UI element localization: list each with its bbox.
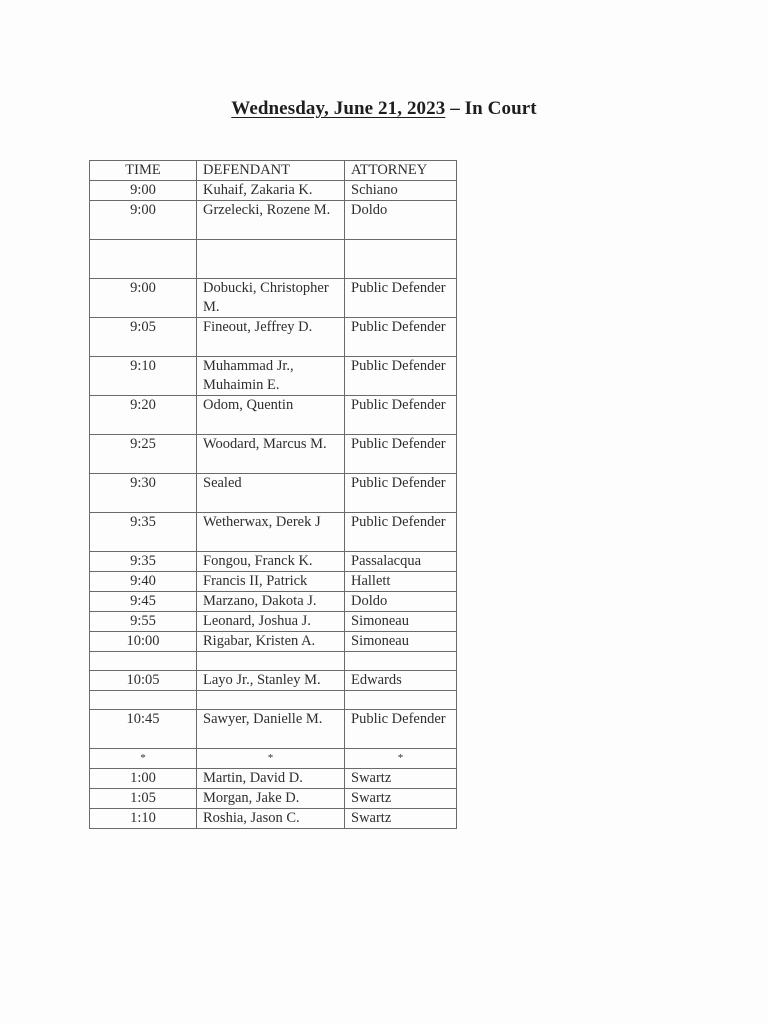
cell-defendant: Odom, Quentin — [197, 396, 345, 435]
cell-attorney: Doldo — [345, 201, 457, 240]
cell-defendant: Rigabar, Kristen A. — [197, 632, 345, 652]
table-row — [90, 809, 457, 829]
cell-attorney: Simoneau — [345, 632, 457, 652]
cell-defendant — [197, 691, 345, 710]
cell-time: 9:20 — [90, 396, 197, 435]
cell-defendant: Sealed — [197, 474, 345, 513]
table-row-separator — [90, 749, 457, 769]
cell-defendant: Marzano, Dakota J. — [197, 592, 345, 612]
cell-defendant: Grzelecki, Rozene M. — [197, 201, 345, 240]
cell-attorney: Swartz — [345, 809, 457, 829]
cell-defendant: Muhammad Jr., Muhaimin E. — [197, 357, 345, 396]
cell-defendant: Wetherwax, Derek J — [197, 513, 345, 552]
cell-attorney: Schiano — [345, 181, 457, 201]
table-row — [90, 632, 457, 652]
table-row — [90, 318, 457, 357]
table-row — [90, 357, 457, 396]
table-row-blank — [90, 691, 457, 710]
table-row — [90, 789, 457, 809]
cell-defendant: * — [197, 749, 345, 769]
cell-time — [90, 691, 197, 710]
cell-attorney: Public Defender — [345, 318, 457, 357]
cell-attorney: Public Defender — [345, 396, 457, 435]
schedule-table — [89, 160, 457, 829]
cell-attorney: Swartz — [345, 789, 457, 809]
cell-attorney: Public Defender — [345, 513, 457, 552]
cell-attorney: Public Defender — [345, 357, 457, 396]
cell-attorney: * — [345, 749, 457, 769]
cell-time: 9:55 — [90, 612, 197, 632]
table-row — [90, 671, 457, 691]
cell-time: 9:25 — [90, 435, 197, 474]
cell-defendant: Roshia, Jason C. — [197, 809, 345, 829]
header-time: TIME — [90, 161, 197, 181]
table-row — [90, 435, 457, 474]
cell-defendant: Morgan, Jake D. — [197, 789, 345, 809]
cell-defendant: Fineout, Jeffrey D. — [197, 318, 345, 357]
header-defendant: DEFENDANT — [197, 161, 345, 181]
cell-time: 9:45 — [90, 592, 197, 612]
cell-defendant: Woodard, Marcus M. — [197, 435, 345, 474]
cell-time: 1:05 — [90, 789, 197, 809]
table-row — [90, 181, 457, 201]
cell-attorney: Edwards — [345, 671, 457, 691]
cell-defendant: Layo Jr., Stanley M. — [197, 671, 345, 691]
table-row — [90, 474, 457, 513]
title-suffix: – In Court — [445, 98, 537, 119]
cell-time: 9:05 — [90, 318, 197, 357]
table-row — [90, 612, 457, 632]
table-row — [90, 552, 457, 572]
cell-time: 9:10 — [90, 357, 197, 396]
cell-time: 10:05 — [90, 671, 197, 691]
page-title — [0, 98, 768, 120]
cell-attorney: Swartz — [345, 769, 457, 789]
cell-attorney: Simoneau — [345, 612, 457, 632]
cell-defendant: Francis II, Patrick — [197, 572, 345, 592]
cell-time: 9:30 — [90, 474, 197, 513]
cell-defendant — [197, 240, 345, 279]
cell-time: 9:00 — [90, 201, 197, 240]
table-row — [90, 710, 457, 749]
cell-defendant: Dobucki, Christopher M. — [197, 279, 345, 318]
cell-defendant: Fongou, Franck K. — [197, 552, 345, 572]
cell-attorney — [345, 240, 457, 279]
cell-time: * — [90, 749, 197, 769]
table-row — [90, 513, 457, 552]
cell-time: 1:10 — [90, 809, 197, 829]
cell-attorney: Passalacqua — [345, 552, 457, 572]
cell-time: 10:45 — [90, 710, 197, 749]
cell-time: 10:00 — [90, 632, 197, 652]
table-header-row — [90, 161, 457, 181]
table-row — [90, 396, 457, 435]
cell-attorney: Public Defender — [345, 710, 457, 749]
cell-attorney — [345, 652, 457, 671]
table-row-blank — [90, 240, 457, 279]
cell-time: 9:40 — [90, 572, 197, 592]
title-date: Wednesday, June 21, 2023 — [231, 98, 446, 119]
cell-attorney: Hallett — [345, 572, 457, 592]
cell-defendant: Martin, David D. — [197, 769, 345, 789]
cell-attorney: Public Defender — [345, 435, 457, 474]
cell-time: 1:00 — [90, 769, 197, 789]
cell-time: 9:00 — [90, 279, 197, 318]
cell-attorney — [345, 691, 457, 710]
cell-time — [90, 652, 197, 671]
cell-time — [90, 240, 197, 279]
table-row-blank — [90, 652, 457, 671]
table-row — [90, 572, 457, 592]
cell-attorney: Public Defender — [345, 474, 457, 513]
cell-defendant: Leonard, Joshua J. — [197, 612, 345, 632]
cell-defendant — [197, 652, 345, 671]
table-row — [90, 201, 457, 240]
cell-time: 9:00 — [90, 181, 197, 201]
header-attorney: ATTORNEY — [345, 161, 457, 181]
cell-defendant: Sawyer, Danielle M. — [197, 710, 345, 749]
cell-time: 9:35 — [90, 513, 197, 552]
cell-defendant: Kuhaif, Zakaria K. — [197, 181, 345, 201]
table-row — [90, 769, 457, 789]
table-row — [90, 279, 457, 318]
cell-attorney: Doldo — [345, 592, 457, 612]
cell-attorney: Public Defender — [345, 279, 457, 318]
table-row — [90, 592, 457, 612]
cell-time: 9:35 — [90, 552, 197, 572]
